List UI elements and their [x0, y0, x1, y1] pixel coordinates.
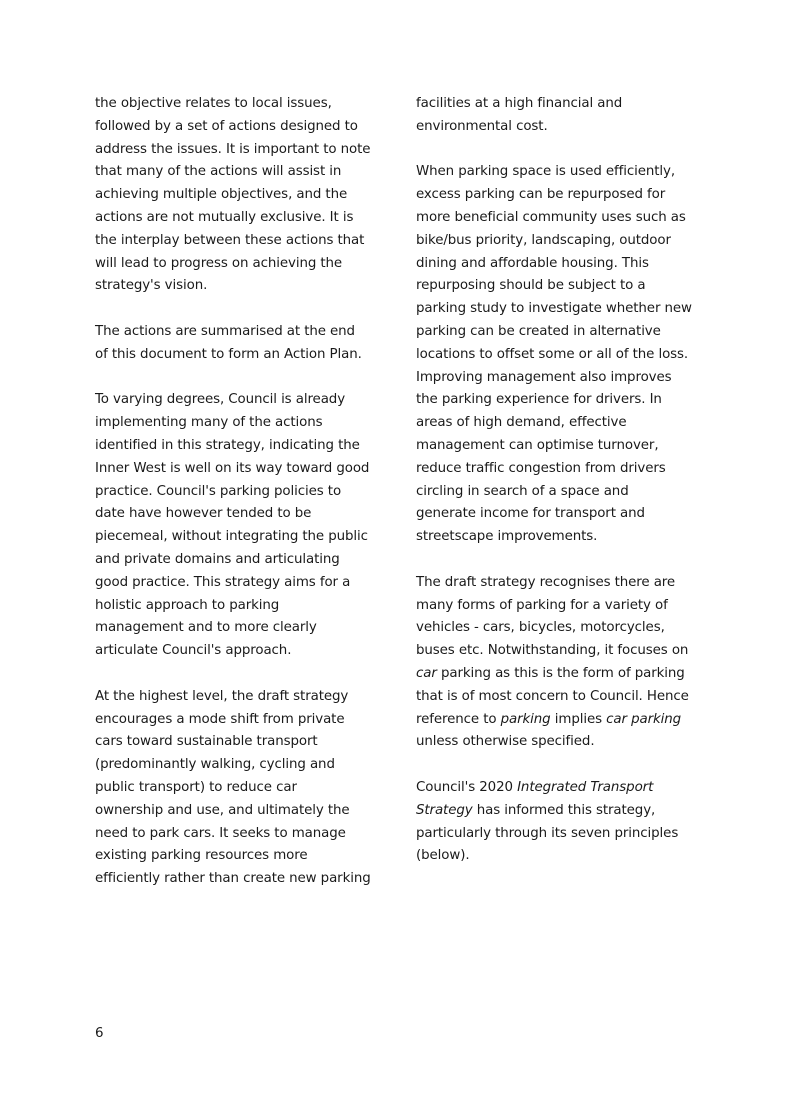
text-line: The draft strategy recognises there are: [416, 574, 676, 590]
text-fragment: Council's 2020: [416, 779, 518, 795]
text-line: Improving management also improves: [416, 369, 672, 385]
text-line: areas of high demand, effective: [416, 415, 627, 431]
text-line: many forms of parking for a variety of: [416, 597, 668, 613]
text-line: will lead to progress on achieving the: [95, 255, 343, 271]
text-line: public transport) to reduce car: [95, 779, 297, 795]
text-line: buses etc. Notwithstanding, it focuses on: [416, 643, 689, 659]
text-line: generate income for transport and: [416, 506, 645, 522]
paragraph: [95, 389, 375, 663]
text-line: date have however tended to be: [95, 506, 312, 522]
text-line: that many of the actions will assist in: [95, 164, 342, 180]
italic-term: parking: [500, 711, 551, 727]
text-line: Inner West is well on its way toward good: [95, 460, 370, 476]
text-line: identified in this strategy, indicating the: [95, 437, 360, 453]
text-line: management and to more clearly: [95, 620, 317, 636]
text-line: (below).: [416, 848, 470, 864]
text-line: the interplay between these actions that: [95, 232, 365, 248]
text-line: existing parking resources more: [95, 848, 308, 864]
text-line: dining and affordable housing. This: [416, 255, 649, 271]
text-line: ownership and use, and ultimately the: [95, 802, 350, 818]
paragraph: [95, 686, 375, 891]
text-line: When parking space is used efficiently,: [416, 164, 676, 180]
text-fragment: has informed this strategy,: [472, 802, 656, 818]
text-line: bike/bus priority, landscaping, outdoor: [416, 232, 671, 248]
text-line: vehicles - cars, bicycles, motorcycles,: [416, 620, 665, 636]
italic-title: Integrated Transport: [517, 779, 654, 795]
paragraph: [416, 777, 701, 868]
text-line: unless otherwise specified.: [416, 734, 595, 750]
right-column: [416, 93, 701, 868]
text-line: followed by a set of actions designed to: [95, 118, 358, 134]
text-line: [416, 777, 701, 800]
paragraph: [95, 321, 375, 367]
text-line: strategy's vision.: [95, 278, 208, 294]
italic-title: Strategy: [416, 802, 473, 818]
text-line: the parking experience for drivers. In: [416, 392, 662, 408]
text-line: [416, 800, 701, 823]
paragraph: [416, 93, 701, 139]
text-fragment: parking as this is the form of parking: [436, 665, 685, 681]
text-line: encourages a mode shift from private: [95, 711, 345, 727]
text-line: that is of most concern to Council. Hence: [416, 688, 689, 704]
paragraph: [95, 93, 375, 298]
text-line: need to park cars. It seeks to manage: [95, 825, 346, 841]
text-line: repurposing should be subject to a: [416, 278, 646, 294]
text-line: actions are not mutually exclusive. It is: [95, 209, 354, 225]
text-line: the objective relates to local issues,: [95, 96, 332, 111]
italic-term: car: [416, 665, 437, 681]
text-line: particularly through its seven principles: [416, 825, 679, 841]
text-line: and private domains and articulating: [95, 551, 340, 567]
text-line: piecemeal, without integrating the public: [95, 529, 368, 545]
text-line: locations to offset some or all of the loss.: [416, 346, 689, 362]
text-line: streetscape improvements.: [416, 529, 598, 545]
text-line: environmental cost.: [416, 118, 548, 134]
text-line: At the highest level, the draft strategy: [95, 688, 349, 704]
text-line: (predominantly walking, cycling and: [95, 757, 335, 773]
text-line: management can optimise turnover,: [416, 437, 659, 453]
text-line: The actions are summarised at the end: [95, 323, 355, 339]
text-line: parking study to investigate whether new: [416, 301, 692, 317]
text-line: cars toward sustainable transport: [95, 734, 318, 750]
text-line: [416, 663, 701, 686]
text-line: efficiently rather than create new parking: [95, 871, 371, 887]
text-line: excess parking can be repurposed for: [416, 187, 666, 203]
italic-term: car parking: [606, 711, 682, 727]
text-line: facilities at a high financial and: [416, 96, 623, 111]
text-line: practice. Council's parking policies to: [95, 483, 342, 499]
text-line: address the issues. It is important to note: [95, 141, 371, 157]
text-line: articulate Council's approach.: [95, 643, 292, 659]
page-number: 6: [95, 1026, 104, 1041]
text-line: To varying degrees, Council is already: [95, 392, 346, 408]
paragraph: [416, 572, 701, 754]
text-line: achieving multiple objectives, and the: [95, 187, 348, 203]
text-fragment: implies: [550, 711, 607, 727]
text-line: implementing many of the actions: [95, 415, 323, 431]
text-line: parking can be created in alternative: [416, 323, 661, 339]
text-line: [416, 709, 701, 732]
text-line: good practice. This strategy aims for a: [95, 574, 351, 590]
text-line: more beneficial community uses such as: [416, 209, 686, 225]
text-line: circling in search of a space and: [416, 483, 629, 499]
text-fragment: reference to: [416, 711, 501, 727]
left-column: [95, 93, 375, 891]
text-line: holistic approach to parking: [95, 597, 280, 613]
text-line: of this document to form an Action Plan.: [95, 346, 362, 362]
text-line: reduce traffic congestion from drivers: [416, 460, 666, 476]
paragraph: [416, 161, 701, 549]
